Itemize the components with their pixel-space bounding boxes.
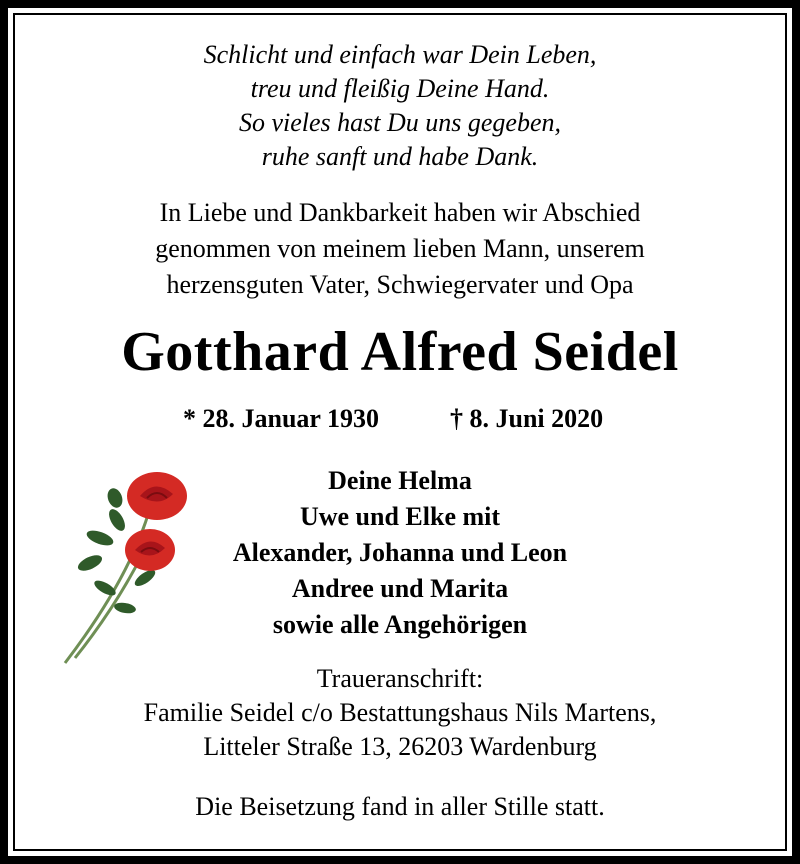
deceased-name: Gotthard Alfred Seidel	[121, 321, 679, 383]
intro-line-2: genommen von meinem lieben Mann, unserem	[155, 234, 645, 263]
poem-line-4: ruhe sanft und habe Dank.	[261, 142, 539, 171]
address-heading: Traueranschrift:	[316, 664, 484, 693]
intro-line-3: herzensguten Vater, Schwiegervater und Opa	[166, 270, 634, 299]
intro-line-1: In Liebe und Dankbarkeit haben wir Abschied	[159, 198, 641, 227]
address-line-2: Litteler Straße 13, 26203 Wardenburg	[203, 732, 597, 761]
address-line-1: Familie Seidel c/o Bestattungshaus Nils Martens,	[143, 698, 657, 727]
mourner-line-5: sowie alle Angehörigen	[272, 610, 528, 639]
poem-line-1: Schlicht und einfach war Dein Leben,	[203, 40, 597, 69]
death-date: † 8. Juni 2020	[450, 404, 604, 433]
birth-date: * 28. Januar 1930	[183, 404, 379, 433]
poem-line-2: treu und fleißig Deine Hand.	[250, 74, 550, 103]
closing-note: Die Beisetzung fand in aller Stille statt.	[195, 792, 605, 821]
mourner-line-2: Uwe und Elke mit	[299, 502, 501, 531]
mourner-line-3: Alexander, Johanna und Leon	[232, 538, 568, 567]
mourner-line-1: Deine Helma	[328, 466, 472, 495]
mourner-line-4: Andree und Marita	[291, 574, 509, 603]
poem-line-3: So vieles hast Du uns gegeben,	[238, 108, 562, 137]
